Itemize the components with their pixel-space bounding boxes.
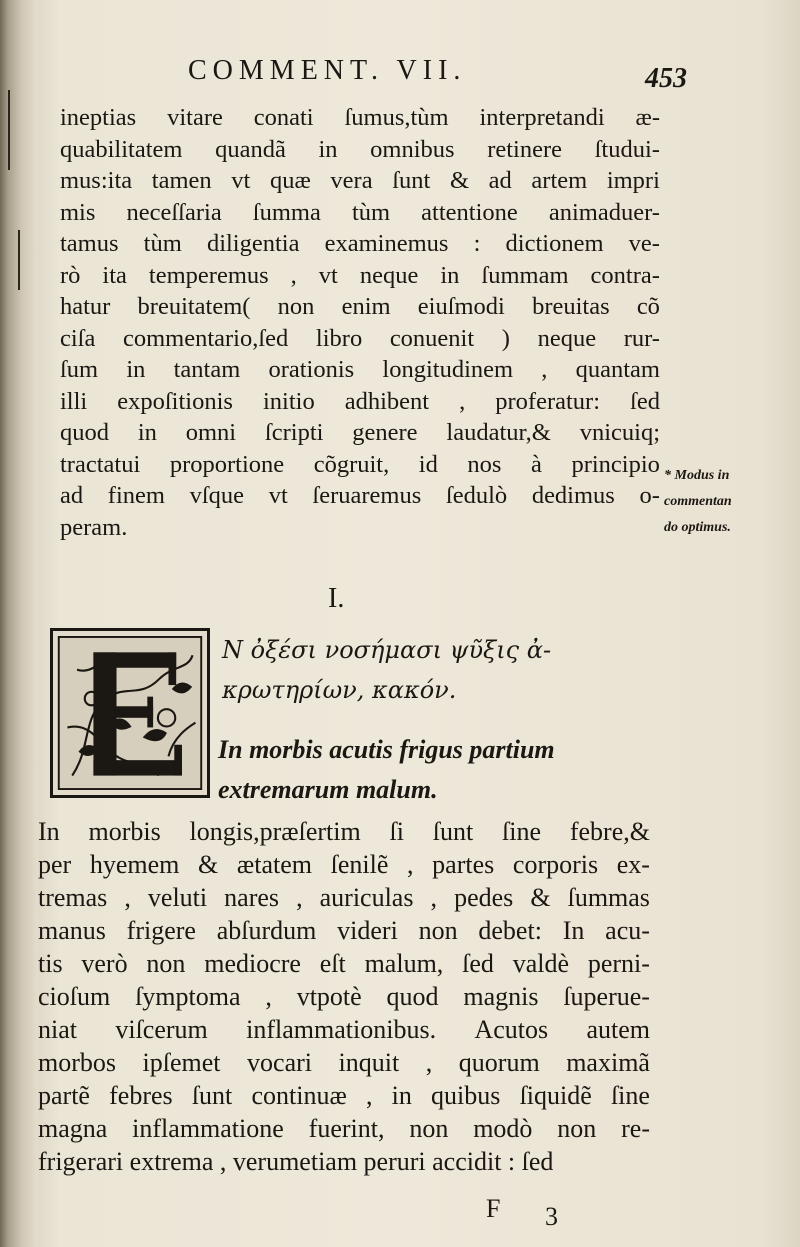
word: viſcerum — [115, 1015, 208, 1044]
word: initio — [262, 387, 315, 415]
word: in — [126, 356, 146, 383]
text-line — [60, 480, 660, 512]
word: ſunt — [432, 817, 474, 846]
word: ex- — [616, 850, 650, 879]
word: in — [391, 1081, 412, 1110]
word: ita — [102, 261, 127, 289]
word: hatur — [60, 293, 111, 320]
signature-number: 3 — [545, 1202, 558, 1231]
word: à — [531, 450, 542, 478]
spine-mark — [18, 230, 20, 290]
word: ætatem — [236, 850, 312, 879]
word: orationis — [268, 356, 355, 383]
word: tamus — [60, 230, 119, 257]
word: re- — [621, 1114, 650, 1143]
word: eiuſmodi — [417, 293, 505, 320]
word: quod — [386, 982, 439, 1011]
text-line — [60, 260, 660, 292]
word: ſtudui- — [594, 135, 660, 163]
word: dictionem — [505, 230, 604, 257]
word: ſumma — [252, 198, 321, 226]
word: genere — [352, 419, 418, 446]
word: In — [562, 916, 585, 945]
word: tremas — [38, 883, 108, 912]
word: verò — [81, 949, 128, 978]
word: tantam — [173, 356, 241, 383]
word: ſi — [389, 817, 404, 846]
word: inflammationibus. — [246, 1015, 437, 1044]
text-line-content — [38, 947, 650, 980]
word: vt — [231, 167, 251, 194]
word: abſurdum — [216, 916, 317, 945]
word: videri — [337, 916, 398, 945]
word: ſummas — [567, 883, 650, 912]
signature-letter: F — [486, 1194, 501, 1223]
word: valdè — [512, 949, 569, 978]
word: omni — [185, 419, 237, 446]
word: tractatui — [60, 450, 141, 478]
word: & — [530, 883, 551, 912]
word: quod — [60, 419, 109, 446]
word: libro — [315, 324, 363, 352]
text-line-content — [60, 449, 660, 481]
word: ſenilẽ — [330, 850, 389, 879]
text-line-content — [60, 228, 660, 260]
word: quabilitatem — [60, 135, 183, 163]
text-line-content — [60, 480, 660, 512]
word: interpretandi — [479, 104, 605, 131]
word: neque — [359, 261, 419, 289]
text-line-content — [60, 260, 660, 292]
word: quandã — [215, 135, 286, 163]
word: adhibent — [344, 387, 430, 415]
word: cioſum — [38, 982, 111, 1011]
word: continuæ — [251, 1081, 347, 1110]
paragraph-2 — [38, 815, 650, 1178]
word: malum, — [364, 949, 444, 978]
text-line-content — [38, 881, 650, 914]
word: ſine — [502, 817, 542, 846]
word: expoſitionis — [117, 387, 233, 415]
text-line — [38, 947, 650, 980]
word: non — [146, 949, 186, 978]
text-line — [38, 1112, 650, 1145]
word: vocari — [247, 1048, 313, 1077]
word: conuenit — [389, 324, 475, 352]
text-line — [38, 980, 650, 1013]
word: inquit — [338, 1048, 400, 1077]
text-line — [38, 1079, 650, 1112]
word: breuitas — [532, 293, 610, 320]
text-line-content — [38, 848, 650, 881]
word: breuitatem( — [137, 293, 251, 320]
text-line — [60, 386, 660, 418]
word: rur- — [623, 324, 660, 352]
word: ſiquidẽ — [519, 1081, 592, 1110]
word: cõ — [636, 293, 660, 320]
word: quibus — [431, 1081, 501, 1110]
text-line-content — [60, 291, 660, 323]
word: : — [473, 230, 481, 257]
word: , — [296, 883, 303, 912]
word: illi — [60, 387, 88, 415]
word: acu- — [605, 916, 650, 945]
word: non — [557, 1114, 597, 1143]
paragraph-1 — [60, 102, 660, 543]
text-line — [60, 417, 660, 449]
decorated-initial-icon — [50, 628, 210, 798]
word: vtpotè — [296, 982, 362, 1011]
word: dedimus — [531, 482, 615, 509]
book-spine — [0, 0, 38, 1247]
text-line-content — [38, 980, 650, 1013]
word: finem — [107, 482, 165, 509]
text-line — [60, 165, 660, 197]
greek-line: N ὀξέσι νοσήμασι ψῦξις ἀ- — [222, 636, 552, 664]
word: ipſemet — [142, 1048, 221, 1077]
word: & — [198, 850, 219, 879]
word: longitudinem — [382, 356, 514, 383]
greek-line: κρωτηρίων, κακόν. — [222, 676, 457, 704]
margin-note-line: commentan — [664, 494, 732, 509]
word: per — [38, 850, 72, 879]
text-line-content — [38, 815, 650, 848]
word: perni- — [587, 949, 650, 978]
word: , — [541, 356, 548, 383]
latin-lemma-line: extremarum malum. — [218, 775, 438, 804]
word: , — [407, 850, 414, 879]
word: eſt — [319, 949, 346, 978]
marginal-note — [664, 463, 800, 541]
word: frigere — [126, 916, 196, 945]
word: magnis — [463, 982, 539, 1011]
initial-e-icon — [53, 631, 207, 795]
text-line — [60, 512, 660, 544]
text-line — [38, 1046, 650, 1079]
word: cõgruit, — [313, 450, 390, 478]
word: , — [425, 1048, 433, 1077]
word: temperemus — [148, 261, 269, 289]
word: id — [418, 450, 438, 478]
word: ſcripti — [264, 419, 324, 446]
text-line — [60, 197, 660, 229]
word: auriculas — [319, 883, 414, 912]
text-line-content: peram. — [60, 513, 128, 541]
text-line — [38, 1013, 650, 1046]
text-line — [60, 102, 660, 134]
text-line — [38, 1145, 650, 1178]
text-line — [60, 354, 660, 386]
word: maximã — [566, 1048, 650, 1077]
word: animaduer- — [548, 198, 660, 226]
word: mus:ita — [60, 167, 133, 194]
word: neque — [537, 324, 597, 352]
page-number: 453 — [645, 63, 687, 94]
word: fuerint, — [308, 1114, 385, 1143]
word: partes — [432, 850, 495, 879]
word: ſed — [630, 387, 660, 415]
word: o- — [639, 482, 660, 509]
word: conati — [253, 104, 314, 131]
word: morbis — [88, 817, 161, 846]
word: quæ — [269, 167, 311, 194]
text-line — [38, 815, 650, 848]
word: ſumus,tùm — [344, 104, 449, 131]
text-line — [38, 914, 650, 947]
word: ſymptoma — [135, 982, 241, 1011]
text-line-content — [60, 323, 660, 355]
word: inflammatione — [132, 1114, 284, 1143]
text-line-content — [60, 417, 660, 449]
text-line-content — [38, 1112, 650, 1145]
word: nares — [224, 883, 280, 912]
word: vt — [318, 261, 338, 289]
word: ſedulò — [445, 482, 508, 509]
text-line — [38, 848, 650, 881]
text-line-content — [38, 1046, 650, 1079]
word: ve- — [628, 230, 660, 257]
text-line-content — [60, 197, 660, 229]
text-line-content: frigerari extrema , verumetiam peruri accidit : ſed — [38, 1147, 554, 1176]
text-line-content — [60, 354, 660, 386]
word: ſum — [60, 356, 99, 383]
word: ſunt — [191, 1081, 233, 1110]
section-number: I. — [328, 583, 345, 614]
word: veluti — [147, 883, 208, 912]
word: tùm — [143, 230, 182, 257]
word: examinemus — [324, 230, 449, 257]
word: nos — [467, 450, 502, 478]
word: principio — [571, 450, 660, 478]
word: non — [409, 1114, 449, 1143]
word: impri — [606, 167, 660, 194]
word: & — [449, 167, 470, 194]
word: contra- — [590, 261, 660, 289]
margin-note-line: do optimus. — [664, 520, 731, 535]
text-line-content — [60, 134, 660, 166]
text-line-content — [38, 1013, 650, 1046]
text-line-content — [60, 165, 660, 197]
word: in — [137, 419, 157, 446]
word: hyemem — [89, 850, 180, 879]
word: commentario,ſed — [122, 324, 289, 352]
word: ad — [60, 482, 84, 509]
word: , — [290, 261, 297, 289]
text-line — [38, 881, 650, 914]
word: magna — [38, 1114, 108, 1143]
word: tis — [38, 949, 63, 978]
word: niat — [38, 1015, 77, 1044]
word: non — [418, 916, 458, 945]
text-line — [60, 291, 660, 323]
word: rò — [60, 261, 81, 289]
page-footer — [0, 1194, 800, 1234]
text-line — [60, 228, 660, 260]
word: ſuperue- — [563, 982, 650, 1011]
word: , — [365, 1081, 373, 1110]
word: æ- — [635, 104, 660, 131]
word: , — [430, 883, 438, 912]
text-line — [60, 323, 660, 355]
word: vera — [330, 167, 373, 194]
word: vitare — [167, 104, 223, 131]
word: In — [38, 817, 60, 846]
word: modò — [473, 1114, 533, 1143]
text-line-content — [38, 914, 650, 947]
word: tamen — [151, 167, 212, 194]
word: in — [440, 261, 460, 289]
text-line-content — [60, 102, 660, 134]
word: mediocre — [204, 949, 301, 978]
word: , — [459, 387, 466, 415]
word: proportione — [169, 450, 285, 478]
word: Acutos — [474, 1015, 549, 1044]
word: tùm — [351, 198, 391, 226]
latin-lemma — [218, 730, 658, 810]
word: ſine — [610, 1081, 650, 1110]
word: pedes — [454, 883, 514, 912]
margin-note-line: * Modus in — [664, 468, 730, 483]
word: non — [277, 293, 315, 320]
text-line-content — [60, 386, 660, 418]
word: proferatur: — [495, 387, 600, 415]
word: in — [318, 135, 338, 163]
word: retinere — [487, 135, 562, 163]
word: ) — [501, 324, 510, 352]
show-through-text — [430, 555, 660, 615]
word: ſunt — [392, 167, 431, 194]
word: attentione — [421, 198, 518, 226]
word: ſed — [462, 949, 494, 978]
word: enim — [341, 293, 391, 320]
word: , — [124, 883, 131, 912]
word: vnicuiq; — [579, 419, 660, 446]
word: ſeruaremus — [312, 482, 422, 509]
word: quantam — [575, 356, 660, 383]
word: diligentia — [206, 230, 300, 257]
word: morbos — [38, 1048, 116, 1077]
word: ſummam — [481, 261, 569, 289]
word: autem — [586, 1015, 650, 1044]
text-line-content — [38, 1079, 650, 1112]
running-title: COMMENT. VII. — [188, 55, 467, 86]
word: partẽ — [38, 1081, 90, 1110]
word: febres — [109, 1081, 173, 1110]
word: debet: — [478, 916, 542, 945]
text-line — [60, 449, 660, 481]
word: vſque — [189, 482, 245, 509]
word: vt — [268, 482, 288, 509]
greek-lemma — [222, 630, 662, 710]
word: , — [265, 982, 272, 1011]
word: febre,& — [569, 817, 650, 846]
word: ciſa — [60, 324, 96, 352]
word: artem — [531, 167, 588, 194]
word: ad — [488, 167, 512, 194]
word: omnibus — [370, 135, 455, 163]
word: laudatur,& — [446, 419, 551, 446]
word: neceſſaria — [126, 198, 222, 226]
word: mis — [60, 198, 96, 226]
word: quorum — [458, 1048, 540, 1077]
word: corporis — [512, 850, 599, 879]
word: longis,præſertim — [189, 817, 361, 846]
text-line — [60, 134, 660, 166]
spine-mark — [8, 90, 10, 170]
word: ineptias — [60, 104, 137, 131]
running-header — [0, 55, 800, 95]
latin-lemma-line: In morbis acutis frigus partium — [218, 735, 555, 764]
word: manus — [38, 916, 106, 945]
